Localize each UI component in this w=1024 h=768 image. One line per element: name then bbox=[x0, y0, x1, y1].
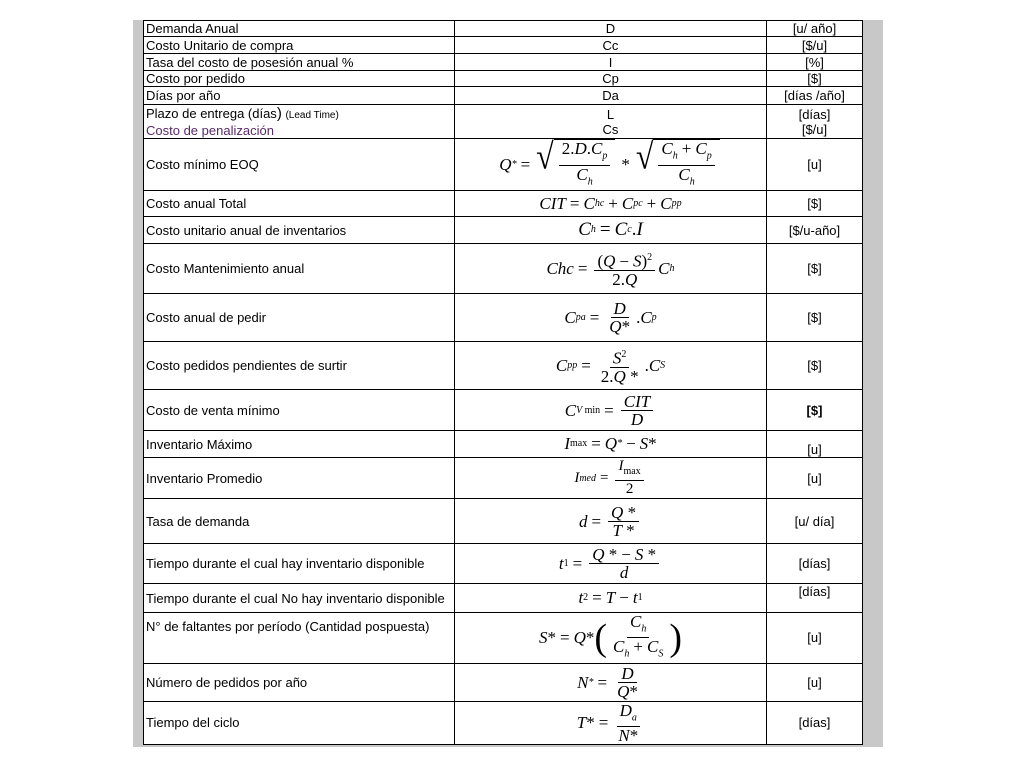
table-row bbox=[144, 342, 863, 390]
row-description: Costo Unitario de compra bbox=[144, 37, 455, 54]
formula-holding-cost: Chc = $\frac{(Q - S)^2}{2.Q}$ C h bbox=[455, 244, 767, 294]
row-symbol bbox=[455, 105, 767, 139]
table-row bbox=[144, 71, 863, 87]
formula-backorder-cost: C pp = $\frac{S^2}{2.Q *}$ . C S bbox=[455, 342, 767, 390]
table-row bbox=[144, 294, 863, 342]
formula-max-inventory: I max = Q * − S * bbox=[455, 431, 767, 458]
row-description: Inventario Máximo bbox=[144, 431, 455, 458]
row-unit: [$/u] bbox=[767, 37, 863, 54]
formula-avg-inventory: I med = $\frac{I_{max}}{2}$ bbox=[455, 458, 767, 499]
lead-time-label: Plazo de entrega (días bbox=[146, 105, 277, 121]
eoq-formula-table bbox=[143, 20, 863, 745]
formula-backorder-quantity: S * = Q * ( $\frac{C_h}{C_h + C_S}$ ) bbox=[455, 613, 767, 664]
row-description: Inventario Promedio bbox=[144, 458, 455, 499]
row-description: Días por año bbox=[144, 87, 455, 105]
row-unit: [u] bbox=[767, 613, 863, 664]
row-description: Tasa del costo de posesión anual % bbox=[144, 54, 455, 71]
row-unit: [u] bbox=[767, 431, 863, 458]
penalty-cost-unit: [$/u] bbox=[801, 121, 828, 137]
table-row bbox=[144, 87, 863, 105]
row-description bbox=[144, 105, 455, 139]
table-row bbox=[144, 105, 863, 139]
formula-min-sale-cost: C V min = $\frac{\text{CIT}}{D}$ bbox=[455, 390, 767, 431]
row-unit: [u/ año] bbox=[767, 21, 863, 37]
row-symbol: Cp bbox=[455, 71, 767, 87]
row-description: Tasa de demanda bbox=[144, 499, 455, 544]
table-row bbox=[144, 54, 863, 71]
table-row bbox=[144, 431, 863, 458]
formula-ordering-cost: C pa = $\frac{D}{Q*}$ . C p bbox=[455, 294, 767, 342]
formula-orders-per-year: N * = $\frac{D}{Q*}$ bbox=[455, 663, 767, 701]
row-unit: [$] bbox=[767, 342, 863, 390]
row-unit: [$/u-año] bbox=[767, 217, 863, 244]
row-unit: [u] bbox=[767, 458, 863, 499]
row-unit: [días] bbox=[767, 701, 863, 744]
table-row bbox=[144, 21, 863, 37]
formula-demand-rate: d = $\frac{Q *}{T *}$ bbox=[455, 499, 767, 544]
formula-time-without-stock: t 2 = T − t 1 bbox=[455, 584, 767, 613]
table-row bbox=[144, 584, 863, 613]
row-unit: [días /año] bbox=[767, 87, 863, 105]
row-unit: [días] bbox=[767, 584, 863, 613]
row-unit: [%] bbox=[767, 54, 863, 71]
table-row bbox=[144, 139, 863, 191]
lead-time-symbol: L bbox=[606, 106, 615, 122]
row-unit: [u] bbox=[767, 663, 863, 701]
row-symbol: I bbox=[455, 54, 767, 71]
row-description: Costo anual de pedir bbox=[144, 294, 455, 342]
formula-total-cost: CIT = C hc + C pc + C pp bbox=[455, 191, 767, 217]
row-description: Tiempo durante el cual hay inventario disponible bbox=[144, 544, 455, 584]
row-unit: [días] bbox=[767, 544, 863, 584]
lead-time-paren: ) bbox=[276, 104, 282, 122]
row-description: Tiempo durante el cual No hay inventario disponible bbox=[144, 584, 455, 613]
row-description: Costo pedidos pendientes de surtir bbox=[144, 342, 455, 390]
table-row bbox=[144, 544, 863, 584]
formula-eoq: Q * = √ $\frac{2.D.C_p}{C_h}$ * √ $\frac{C_h + C_p}{C_h}$ bbox=[455, 139, 767, 191]
table-row bbox=[144, 217, 863, 244]
row-unit: [$] bbox=[767, 294, 863, 342]
formula-holding-unit-cost: C h = C c . I bbox=[455, 217, 767, 244]
row-description: Costo de venta mínimo bbox=[144, 390, 455, 431]
row-unit bbox=[767, 105, 863, 139]
table-row bbox=[144, 191, 863, 217]
row-description: Costo mínimo EOQ bbox=[144, 139, 455, 191]
row-unit: [$] bbox=[767, 244, 863, 294]
row-symbol: Cc bbox=[455, 37, 767, 54]
row-unit: [$] bbox=[767, 71, 863, 87]
table-row bbox=[144, 390, 863, 431]
table-row bbox=[144, 458, 863, 499]
row-description: Costo unitario anual de inventarios bbox=[144, 217, 455, 244]
row-description: N° de faltantes por período (Cantidad pospuesta) bbox=[144, 613, 455, 664]
row-description: Número de pedidos por año bbox=[144, 663, 455, 701]
formula-time-with-stock: t 1 = $\frac{Q * - S *}{d}$ bbox=[455, 544, 767, 584]
penalty-cost-label: Costo de penalización bbox=[146, 122, 274, 138]
formula-cycle-time: T * = $\frac{D_a}{N*}$ bbox=[455, 701, 767, 744]
row-description: Costo anual Total bbox=[144, 191, 455, 217]
row-unit: [$] bbox=[767, 390, 863, 431]
row-description: Costo Mantenimiento anual bbox=[144, 244, 455, 294]
row-unit: [u] bbox=[767, 139, 863, 191]
row-description: Demanda Anual bbox=[144, 21, 455, 37]
row-symbol: Da bbox=[455, 87, 767, 105]
penalty-cost-symbol: Cs bbox=[602, 121, 619, 137]
lead-time-note: (Lead Time) bbox=[285, 109, 339, 121]
table-row bbox=[144, 37, 863, 54]
row-symbol: D bbox=[455, 21, 767, 37]
table-row bbox=[144, 663, 863, 701]
row-description: Costo por pedido bbox=[144, 71, 455, 87]
row-description: Tiempo del ciclo bbox=[144, 701, 455, 744]
table-row bbox=[144, 613, 863, 664]
row-unit: [u/ día] bbox=[767, 499, 863, 544]
row-unit: [$] bbox=[767, 191, 863, 217]
table-row bbox=[144, 499, 863, 544]
lead-time-unit: [días] bbox=[798, 106, 831, 122]
table-row bbox=[144, 701, 863, 744]
table-row bbox=[144, 244, 863, 294]
